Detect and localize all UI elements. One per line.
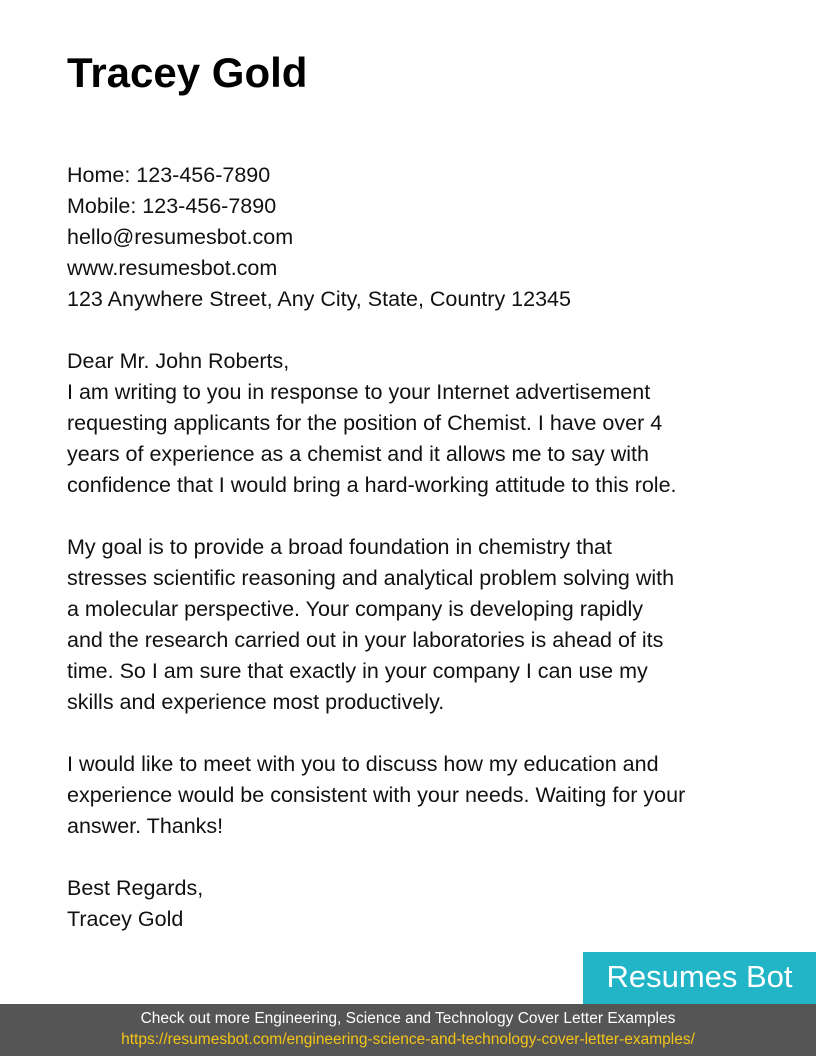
applicant-name: Tracey Gold xyxy=(67,49,308,96)
salutation: Dear Mr. John Roberts, xyxy=(67,349,290,373)
paragraph-line: I am writing to you in response to your Internet advertisement xyxy=(67,380,651,404)
paragraph-line: I would like to meet with you to discuss how my education and xyxy=(67,752,659,776)
spacer xyxy=(67,315,747,346)
contact-mobile-phone: Mobile: 123-456-7890 xyxy=(67,194,277,218)
contact-block xyxy=(67,160,747,315)
paragraph-1 xyxy=(67,377,747,501)
paragraph-line: requesting applicants for the position of Chemist. I have over 4 xyxy=(67,411,663,435)
paragraph-line: confidence that I would bring a hard-working attitude to this role. xyxy=(67,473,677,497)
paragraph-line: a molecular perspective. Your company is developing rapidly xyxy=(67,597,644,621)
letter-body xyxy=(67,160,747,935)
paragraph-3 xyxy=(67,749,747,842)
footer-link[interactable]: https://resumesbot.com/engineering-science-and-technology-cover-letter-examples/ xyxy=(121,1031,695,1048)
contact-email: hello@resumesbot.com xyxy=(67,225,294,249)
resumes-bot-logo: Resumes Bot xyxy=(583,952,816,1004)
footer-text: Check out more Engineering, Science and Technology Cover Letter Examples xyxy=(140,1010,676,1027)
closing: Best Regards, xyxy=(67,876,204,900)
spacer xyxy=(67,718,747,749)
signature: Tracey Gold xyxy=(67,907,184,931)
spacer xyxy=(67,501,747,532)
contact-home-phone: Home: 123-456-7890 xyxy=(67,163,271,187)
spacer xyxy=(67,842,747,873)
paragraph-line: years of experience as a chemist and it allows me to say with xyxy=(67,442,649,466)
paragraph-line: My goal is to provide a broad foundation in chemistry that xyxy=(67,535,612,559)
paragraph-line: experience would be consistent with your needs. Waiting for your xyxy=(67,783,686,807)
contact-website: www.resumesbot.com xyxy=(67,256,278,280)
footer-bar xyxy=(0,1004,816,1056)
paragraph-2 xyxy=(67,532,747,718)
paragraph-line: and the research carried out in your laboratories is ahead of its xyxy=(67,628,664,652)
paragraph-line: stresses scientific reasoning and analytical problem solving with xyxy=(67,566,675,590)
contact-address: 123 Anywhere Street, Any City, State, Country 12345 xyxy=(67,287,571,311)
paragraph-line: answer. Thanks! xyxy=(67,814,224,838)
paragraph-line: skills and experience most productively. xyxy=(67,690,445,714)
paragraph-line: time. So I am sure that exactly in your company I can use my xyxy=(67,659,648,683)
